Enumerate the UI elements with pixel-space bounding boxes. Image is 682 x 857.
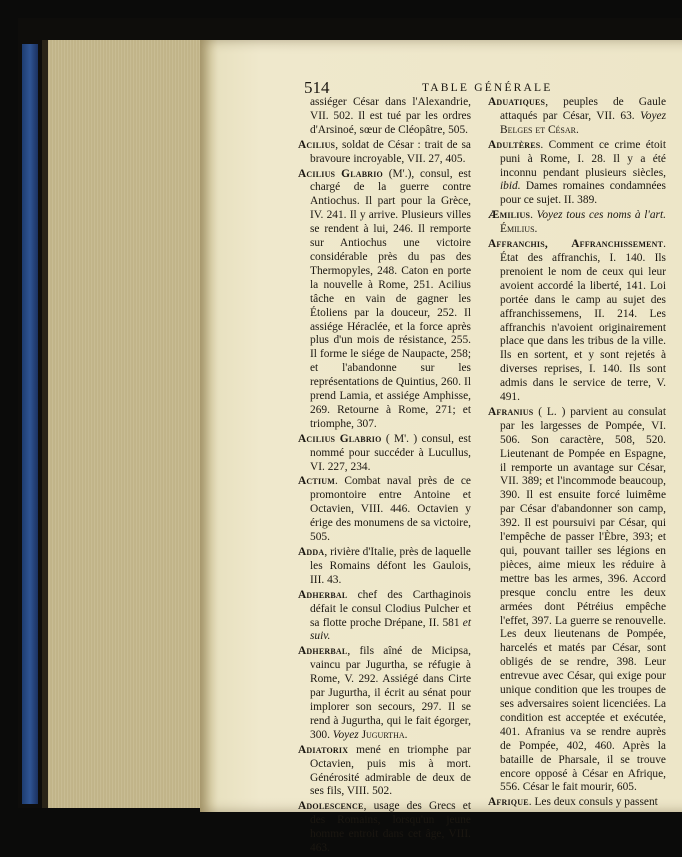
entry-text: , fils aîné de Micipsa, vaincu par Jugurtha, se réfugie à Rome, V. 292. Assiégé dans Cirte par Jugurtha, il écrit au sénat pour implorer son secours, 297. Il se rend à Jugurtha, qui le fait égorger, 300. <box>310 645 471 741</box>
index-entry <box>298 546 471 588</box>
index-entry <box>298 589 471 645</box>
index-entry <box>298 139 471 167</box>
index-entry <box>298 800 471 856</box>
entry-headword: Adda <box>298 546 325 558</box>
entry-text: . Comment ce crime étoit puni à Rome, I. 28. Il y a été inconnu pendant plusieurs siècles, <box>500 138 666 179</box>
entry-text: (M'.), consul, est chargé de la guerre contre Antiochus. Il part pour la Grèce, IV. 241. Il y arrive. Plusieurs villes se rendent à lui, 246. Il remporte sur Antiochus une victoire considérable près du pas des Thermopyles, 248. Caton en porte la nouvelle à Rome, 251. Acilius tâche en vain de gagner les Étoliens par la douceur, 252. Il assiége Héraclée, et la force après plus d'un mois de résistance, 255. Il forme le siége de Naupacte, 258; et l'abandonne sur les représentations de Quintius, 260. Il prend Lamia, et assiége Amphisse, 269. Retourne à Rome, 271; et triomphe, 307. <box>310 167 471 430</box>
book-page <box>200 40 682 855</box>
entry-headword: Afrique <box>488 796 529 809</box>
index-entry <box>488 139 666 209</box>
entry-headword: Adherbal <box>298 588 348 601</box>
running-title: TABLE GÉNÉRALE <box>422 82 553 94</box>
entry-crossref: Belges et César. <box>500 123 579 136</box>
entry-headword: Adherbal <box>298 645 348 658</box>
index-entry <box>298 475 471 545</box>
book <box>18 18 682 855</box>
entry-text: ( M'. ) consul, est nommé pour succéder à Lucullus, VI. 227, 234. <box>310 432 472 473</box>
entry-text: . Combat naval près de ce promontoire entre Antoine et Octavien, VIII. 446. Octavien y érige des monumens de sa victoire, 505. <box>310 475 471 544</box>
left-column <box>298 96 471 857</box>
index-entry <box>488 406 666 795</box>
entry-text: chef des Carthaginois défait le consul Clodius Pulcher et sa flotte proche Drépane, II. 581 <box>310 588 471 629</box>
entry-text: , soldat de César : trait de sa bravoure incroyable, VII. 27, 405. <box>310 138 471 165</box>
entry-italic: Voyez <box>640 109 666 122</box>
entry-italic: Voyez <box>332 728 359 741</box>
entry-headword: Adiatorix <box>298 743 349 756</box>
entry-text: assiéger César dans l'Alexandrie, VII. 502. Il est tué par les ordres d'Arsinoé, sœur de Cléopâtre, 505. <box>310 96 471 136</box>
index-entry <box>298 96 471 138</box>
entry-text: . État des affranchis, I. 140. Ils prenoient le nom de ceux qui leur avoient accordé la liberté, 141. Loi portée dans le camp au sujet des affranchissemens, II. 214. Les affranchis n'avoient originairement place que dans les tribus de la ville. Ils en sortent, et y sont rejetés à diverses reprises, I. 140. Ils sont admis dans le service de terre, V. 491. <box>500 238 666 404</box>
index-entry <box>298 744 471 800</box>
index-entry <box>298 168 471 432</box>
entry-italic: Voyez tous ces noms à l'art. <box>536 209 666 222</box>
entry-italic: et suiv. <box>310 616 471 643</box>
entry-headword: Actium <box>298 475 335 488</box>
entry-text: , usage des Grecs et des Romains, lorsqu'un jeune homme entroit dans cet âge, VIII. 463. <box>310 800 471 855</box>
entry-text: . Les deux consuls y passent <box>528 796 658 809</box>
entry-crossref: Jugurtha. <box>358 728 408 741</box>
index-entry <box>488 796 666 810</box>
book-cover-edge <box>22 44 38 804</box>
entry-text: ( L. ) parvient au consulat par les largesses de Pompée, VI. 506. Son caractère, 508, 520. Lieutenant de Pompée en Espagne, il remporte un avantage sur César, VII. 389; et l'incommode beaucoup, 390. Il est ensuite forcé luimême par César d'abandonner son camp, 392. Il est poursuivi par César, qui l'empêche de passer l'Èbre, 393; et qui, pouvant tailler ses légions en pièces, aime mieux les réduire à mettre bas les armes, 396. Accord presque conclu entre les deux armées dont Pétréius empêche l'effet, 397. La guerre se renouvelle. Les deux lieutenans de Pompée, harcelés et matés par César, sont obligés de se rendre, 398. Leur entrevue avec César, qui exige pour unique condition que les troupes de ses adversaires soient licenciées. La condition est acceptée et exécutée, 401. Afranius va se rendre auprès de Pompée, 402, 460. Après la bataille de Pharsale, il se trouve encore opposé à César en Afrique, 556. César le fait mourir, 605. <box>500 405 666 794</box>
entry-italic: ibid. <box>500 180 521 193</box>
index-entry <box>298 433 471 475</box>
entry-headword: Acilius Glabrio <box>298 432 382 445</box>
entry-text: . <box>530 209 537 222</box>
page-number: 514 <box>304 78 330 97</box>
index-entry <box>298 645 471 742</box>
entry-headword: Affranchis, Affranchissement <box>488 238 664 251</box>
entry-text: , rivière d'Italie, près de laquelle les Romains défont les Gaulois, III. 43. <box>310 546 471 586</box>
entry-headword: Aduatiques <box>488 96 546 108</box>
entry-text: Dames romaines condamnées pour ce sujet. II. 389. <box>500 180 666 207</box>
entry-headword: Acilius Glabrio <box>298 167 383 180</box>
entry-headword: Adolescence <box>298 800 364 813</box>
index-entry <box>488 209 666 237</box>
entry-headword: Æmilius <box>488 209 531 222</box>
entry-headword: Adultères <box>488 138 541 151</box>
page-edges <box>42 40 208 808</box>
entry-crossref: Émilius. <box>500 223 538 236</box>
index-entry <box>488 238 666 405</box>
entry-text: mené en triomphe par Octavien, puis mis à mort. Générosité admirable de deux de ses fils, VIII. 502. <box>310 743 471 798</box>
right-column <box>488 96 666 811</box>
entry-headword: Acilius <box>298 138 336 151</box>
index-entry <box>488 96 666 138</box>
entry-headword: Afranius <box>488 405 534 418</box>
entry-text: , peuples de Gaule attaqués par César, VII. 63. <box>500 96 666 122</box>
